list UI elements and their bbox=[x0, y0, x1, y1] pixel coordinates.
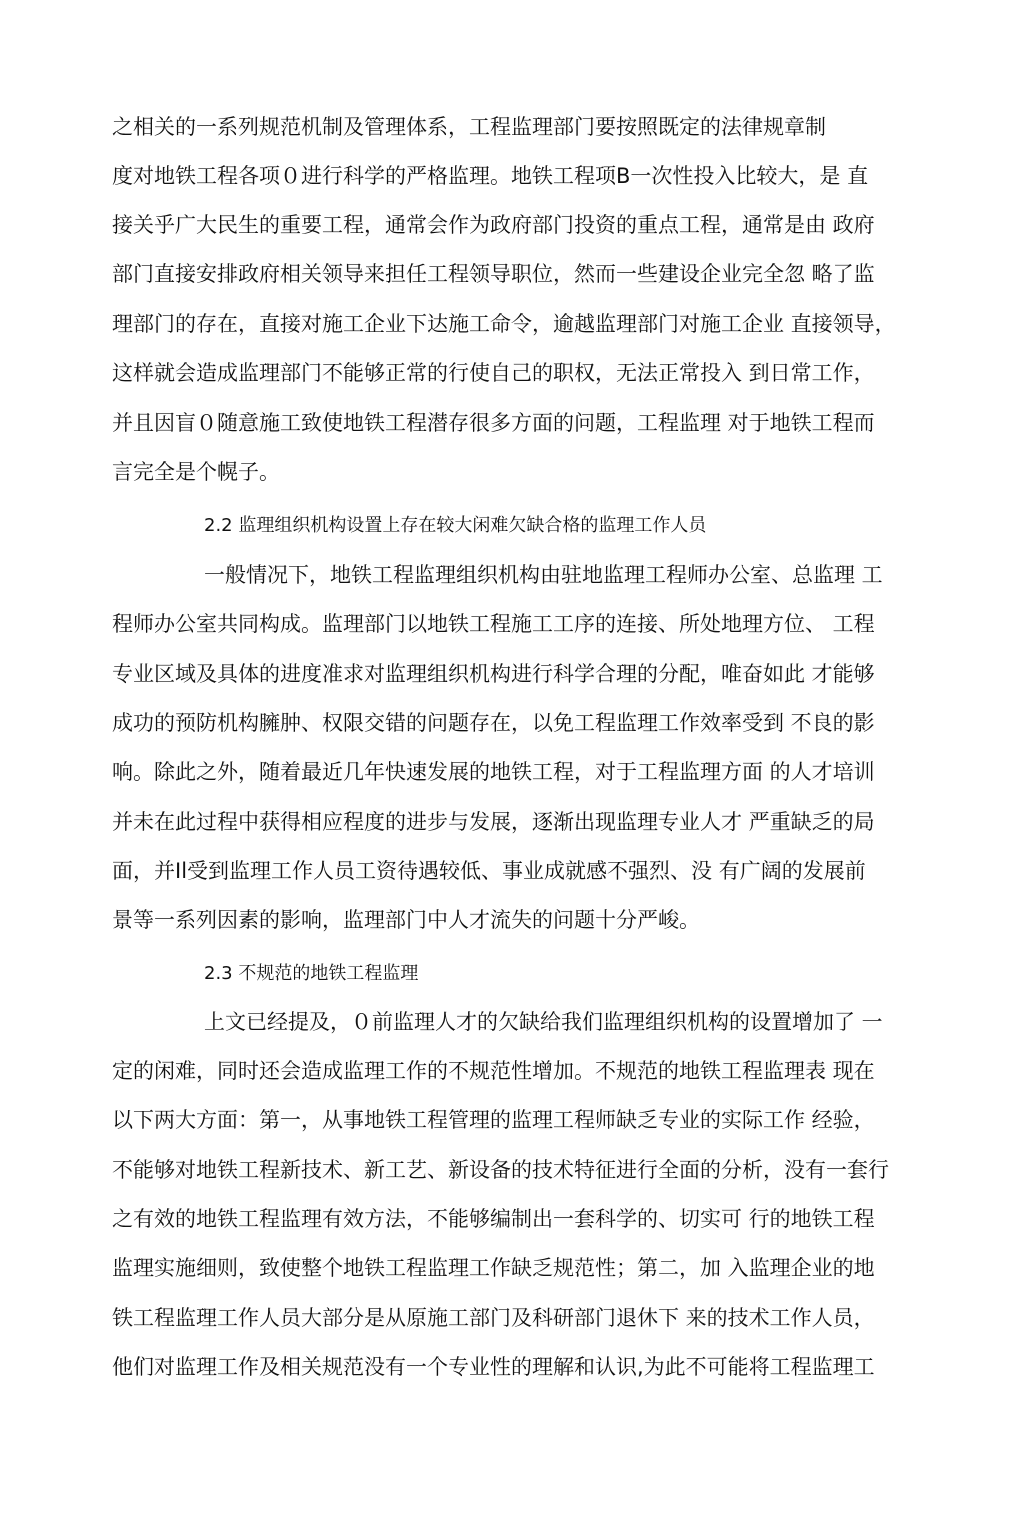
paragraph-line: 并未在此过程中获得相应程度的进步与发展，逐渐出现监理专业人才 严重缺乏的局 bbox=[112, 810, 875, 834]
paragraph-line: 一般情况下，地铁工程监理组织机构由驻地监理工程师办公室、总监理 工 bbox=[204, 563, 883, 587]
paragraph-line: 言完全是个幌子。 bbox=[112, 460, 280, 484]
paragraph-line: 这样就会造成监理部门不能够正常的行使自己的职权，无法正常投入 到日常工作， bbox=[112, 361, 875, 385]
paragraph-line: 专业区域及具体的进度准求对监理组织机构进行科学合理的分配，唯奋如此 才能够 bbox=[112, 662, 875, 686]
paragraph-line: 景等一系列因素的影响，监理部门中人才流失的问题十分严峻。 bbox=[112, 908, 700, 932]
paragraph-line: 不能够对地铁工程新技术、新工艺、新设备的技术特征进行全面的分析，没有一套行 bbox=[112, 1158, 889, 1182]
paragraph-line: 定的闲难，同时还会造成监理工作的不规范性增加。不规范的地铁工程监理表 现在 bbox=[112, 1059, 875, 1083]
paragraph-line: 之有效的地铁工程监理有效方法，不能够编制出一套科学的、切实可 行的地铁工程 bbox=[112, 1207, 875, 1231]
paragraph-line: 他们对监理工作及相关规范没有一个专业性的理解和认识,为此不可能将工程监理工 bbox=[112, 1355, 875, 1379]
paragraph-line: 部门直接安排政府相关领导来担任工程领导职位，然而一些建设企业完全忽 略了监 bbox=[112, 262, 875, 286]
paragraph-line: 以下两大方面：第一，从事地铁工程管理的监理工程师缺乏专业的实际工作 经验， bbox=[112, 1108, 875, 1132]
paragraph-line: 成功的预防机构臃肿、权限交错的问题存在，以免工程监理工作效率受到 不良的影 bbox=[112, 711, 875, 735]
section-heading: 2.3 不规范的地铁工程监理 bbox=[204, 963, 419, 984]
paragraph-line: 响。除此之外，随着最近几年快速发展的地铁工程，对于工程监理方面 的人才培训 bbox=[112, 760, 875, 784]
paragraph-line: 铁工程监理工作人员大部分是从原施工部门及科研部门退休下 来的技术工作人员， bbox=[112, 1306, 875, 1330]
paragraph-line: 程师办公室共同构成。监理部门以地铁工程施工工序的连接、所处地理方位、 工程 bbox=[112, 612, 875, 636]
paragraph-line: 之相关的一系列规范机制及管理体系，工程监理部门要按照既定的法律规章制 bbox=[112, 115, 826, 139]
section-heading: 2.2 监理组织机构设置上存在较大闲难欠缺合格的监理工作人员 bbox=[204, 515, 707, 536]
paragraph-line: 理部门的存在，直接对施工企业下达施工命令，逾越监理部门对施工企业 直接领导， bbox=[112, 312, 896, 336]
paragraph-line: 上文已经提及，０前监理人才的欠缺给我们监理组织机构的设置增加了 一 bbox=[204, 1010, 883, 1034]
paragraph-line: 度对地铁工程各项０进行科学的严格监理。地铁工程项B一次性投入比较大，是 直 bbox=[112, 164, 869, 188]
paragraph-line: 面，并Il受到监理工作人员工资待遇较低、事业成就感不强烈、没 有广阔的发展前 bbox=[112, 859, 866, 883]
paragraph-line: 并且因盲０随意施工致使地铁工程潜存很多方面的问题，工程监理 对于地铁工程而 bbox=[112, 411, 875, 435]
paragraph-line: 监理实施细则，致使整个地铁工程监理工作缺乏规范性；第二，加 入监理企业的地 bbox=[112, 1256, 875, 1280]
paragraph-line: 接关乎广大民生的重要工程，通常会作为政府部门投资的重点工程，通常是由 政府 bbox=[112, 213, 875, 237]
